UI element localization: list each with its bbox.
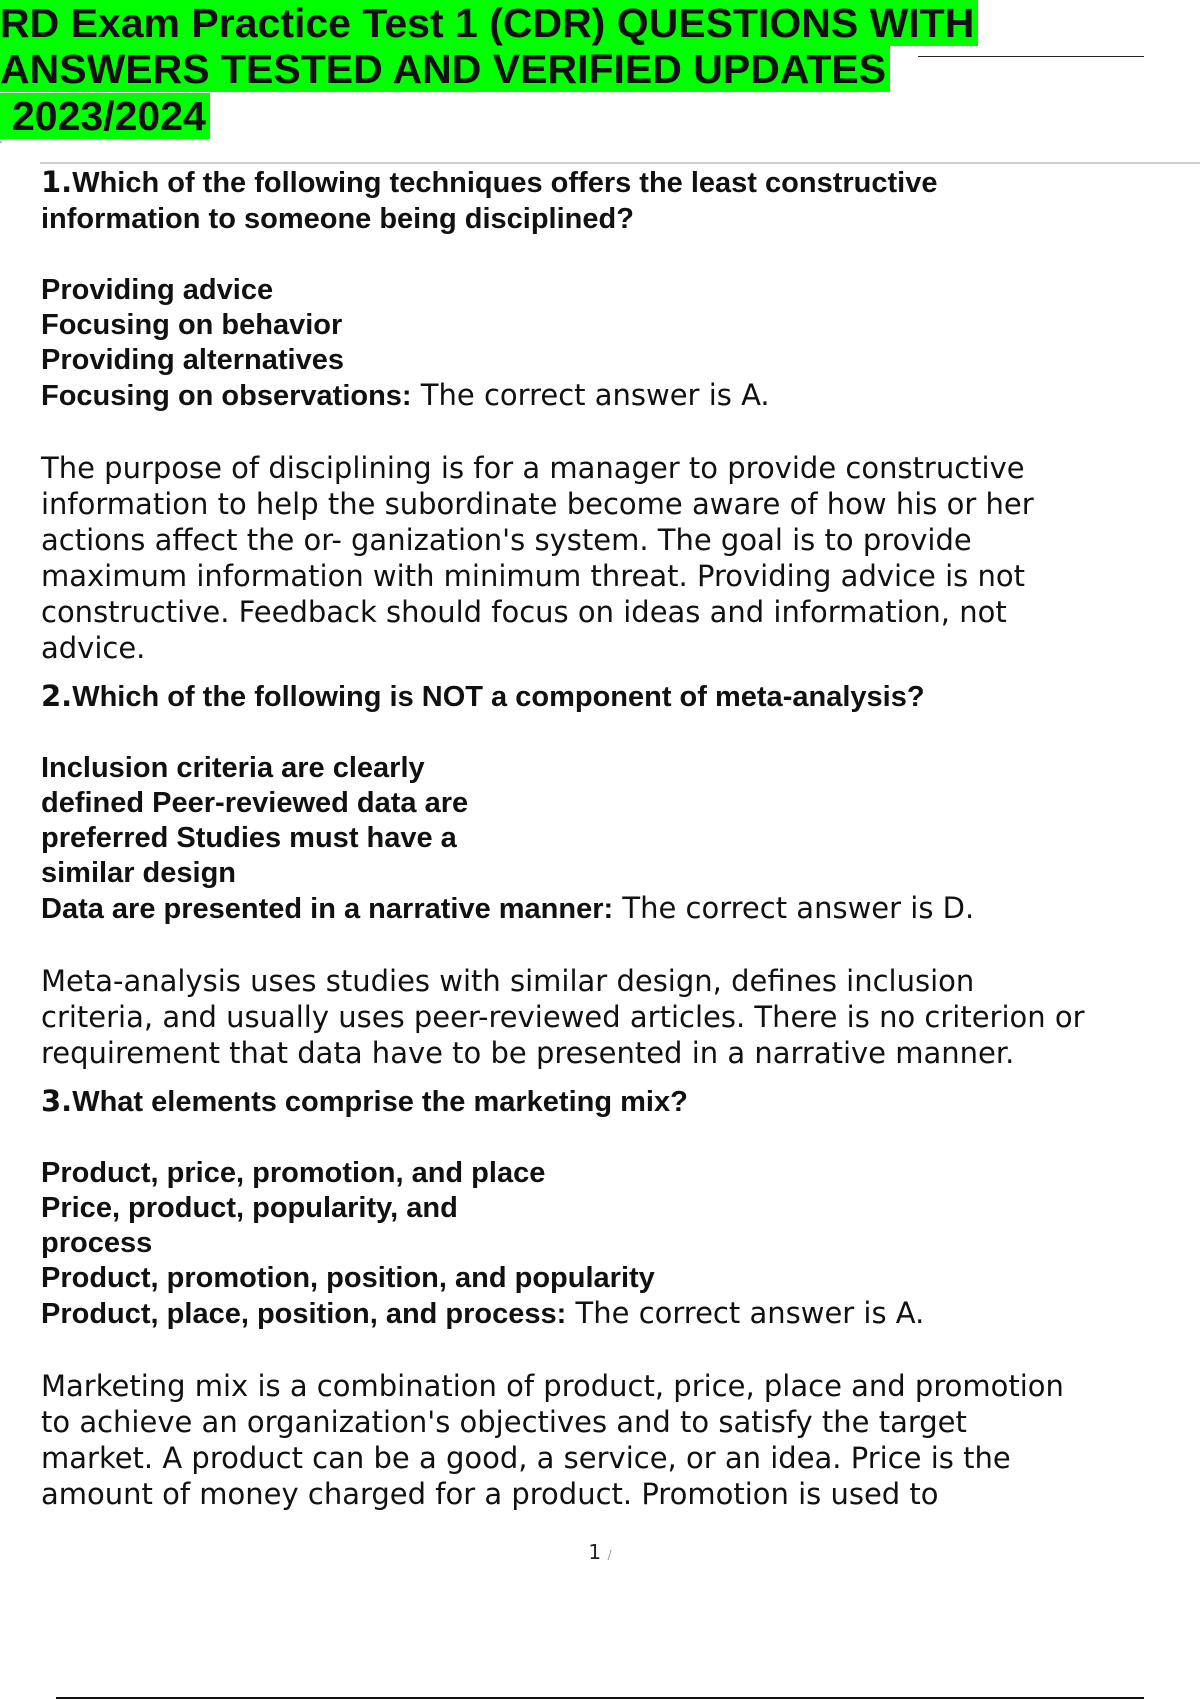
question-1 <box>41 164 1200 666</box>
question-line: Which of the following is NOT a component of meta-analysis? <box>72 681 925 713</box>
question-number: 2. <box>41 679 73 713</box>
title-line-1: RD Exam Practice Test 1 (CDR) QUESTIONS WITH <box>0 0 978 46</box>
question-list <box>41 164 1200 1512</box>
answer-options <box>41 751 1200 927</box>
option: Providing advice <box>41 274 274 306</box>
option: Focusing on observations: <box>41 380 412 412</box>
option: Price, product, popularity, and <box>41 1192 458 1224</box>
question-text <box>41 1083 1200 1120</box>
question-number: 3. <box>41 1084 73 1118</box>
question-line: What elements comprise the marketing mix? <box>72 1086 688 1118</box>
correct-answer: The correct answer is A. <box>566 1296 925 1330</box>
explanation-line: Meta-analysis uses studies with similar design, defines inclusion <box>41 964 975 998</box>
option: Data are presented in a narrative manner: <box>41 893 614 925</box>
explanation <box>41 450 1200 666</box>
option: Inclusion criteria are clearly <box>41 752 425 784</box>
title-rule <box>918 56 1144 57</box>
answer-options <box>41 273 1200 414</box>
correct-answer: The correct answer is A. <box>411 378 770 412</box>
page-number <box>0 1540 1200 1564</box>
question-text <box>41 678 1200 715</box>
question-text <box>41 164 1200 237</box>
explanation-line: maximum information with minimum threat. Providing advice is not <box>41 559 1025 593</box>
option: process <box>41 1227 153 1259</box>
explanation-line: amount of money charged for a product. Promotion is used to <box>41 1477 939 1511</box>
option: similar design <box>41 857 237 889</box>
explanation-line: requirement that data have to be presented in a narrative manner. <box>41 1036 1015 1070</box>
option: Focusing on behavior <box>41 309 343 341</box>
page-number-value: 1 <box>588 1540 602 1564</box>
footer-rule <box>56 1697 1144 1699</box>
question-line: Which of the following techniques offers the least constructive <box>72 167 938 199</box>
explanation-line: constructive. Feedback should focus on ideas and information, not <box>41 595 1007 629</box>
question-2 <box>41 678 1200 1071</box>
question-line: information to someone being disciplined? <box>41 203 634 235</box>
option: Providing alternatives <box>41 344 344 376</box>
explanation-line: market. A product can be a good, a service, or an idea. Price is the <box>41 1441 1011 1475</box>
explanation <box>41 963 1200 1071</box>
title-line-2: ANSWERS TESTED AND VERIFIED UPDATES <box>0 46 890 92</box>
margin-tick: ' <box>0 140 2 151</box>
option: defined Peer-reviewed data are <box>41 787 469 819</box>
question-3 <box>41 1083 1200 1512</box>
explanation-line: information to help the subordinate become aware of how his or her <box>41 487 1034 521</box>
page-separator: / <box>607 1548 612 1562</box>
explanation-line: to achieve an organization's objectives and to satisfy the target <box>41 1405 967 1439</box>
title-line-3: 2023/2024 <box>0 93 210 139</box>
explanation-line: criteria, and usually uses peer-reviewed articles. There is no criterion or <box>41 1000 1085 1034</box>
option: preferred Studies must have a <box>41 822 457 854</box>
question-number: 1. <box>41 165 73 199</box>
explanation-line: The purpose of disciplining is for a manager to provide constructive <box>41 451 1025 485</box>
explanation-line: Marketing mix is a combination of product, price, place and promotion <box>41 1369 1064 1403</box>
explanation-line: actions affect the or- ganization's system. The goal is to provide <box>41 523 972 557</box>
option: Product, place, position, and process: <box>41 1298 567 1330</box>
option: Product, promotion, position, and popularity <box>41 1262 655 1294</box>
option: Product, price, promotion, and place <box>41 1157 546 1189</box>
correct-answer: The correct answer is D. <box>613 891 975 925</box>
explanation <box>41 1368 1200 1512</box>
answer-options <box>41 1156 1200 1332</box>
explanation-line: advice. <box>41 631 146 665</box>
